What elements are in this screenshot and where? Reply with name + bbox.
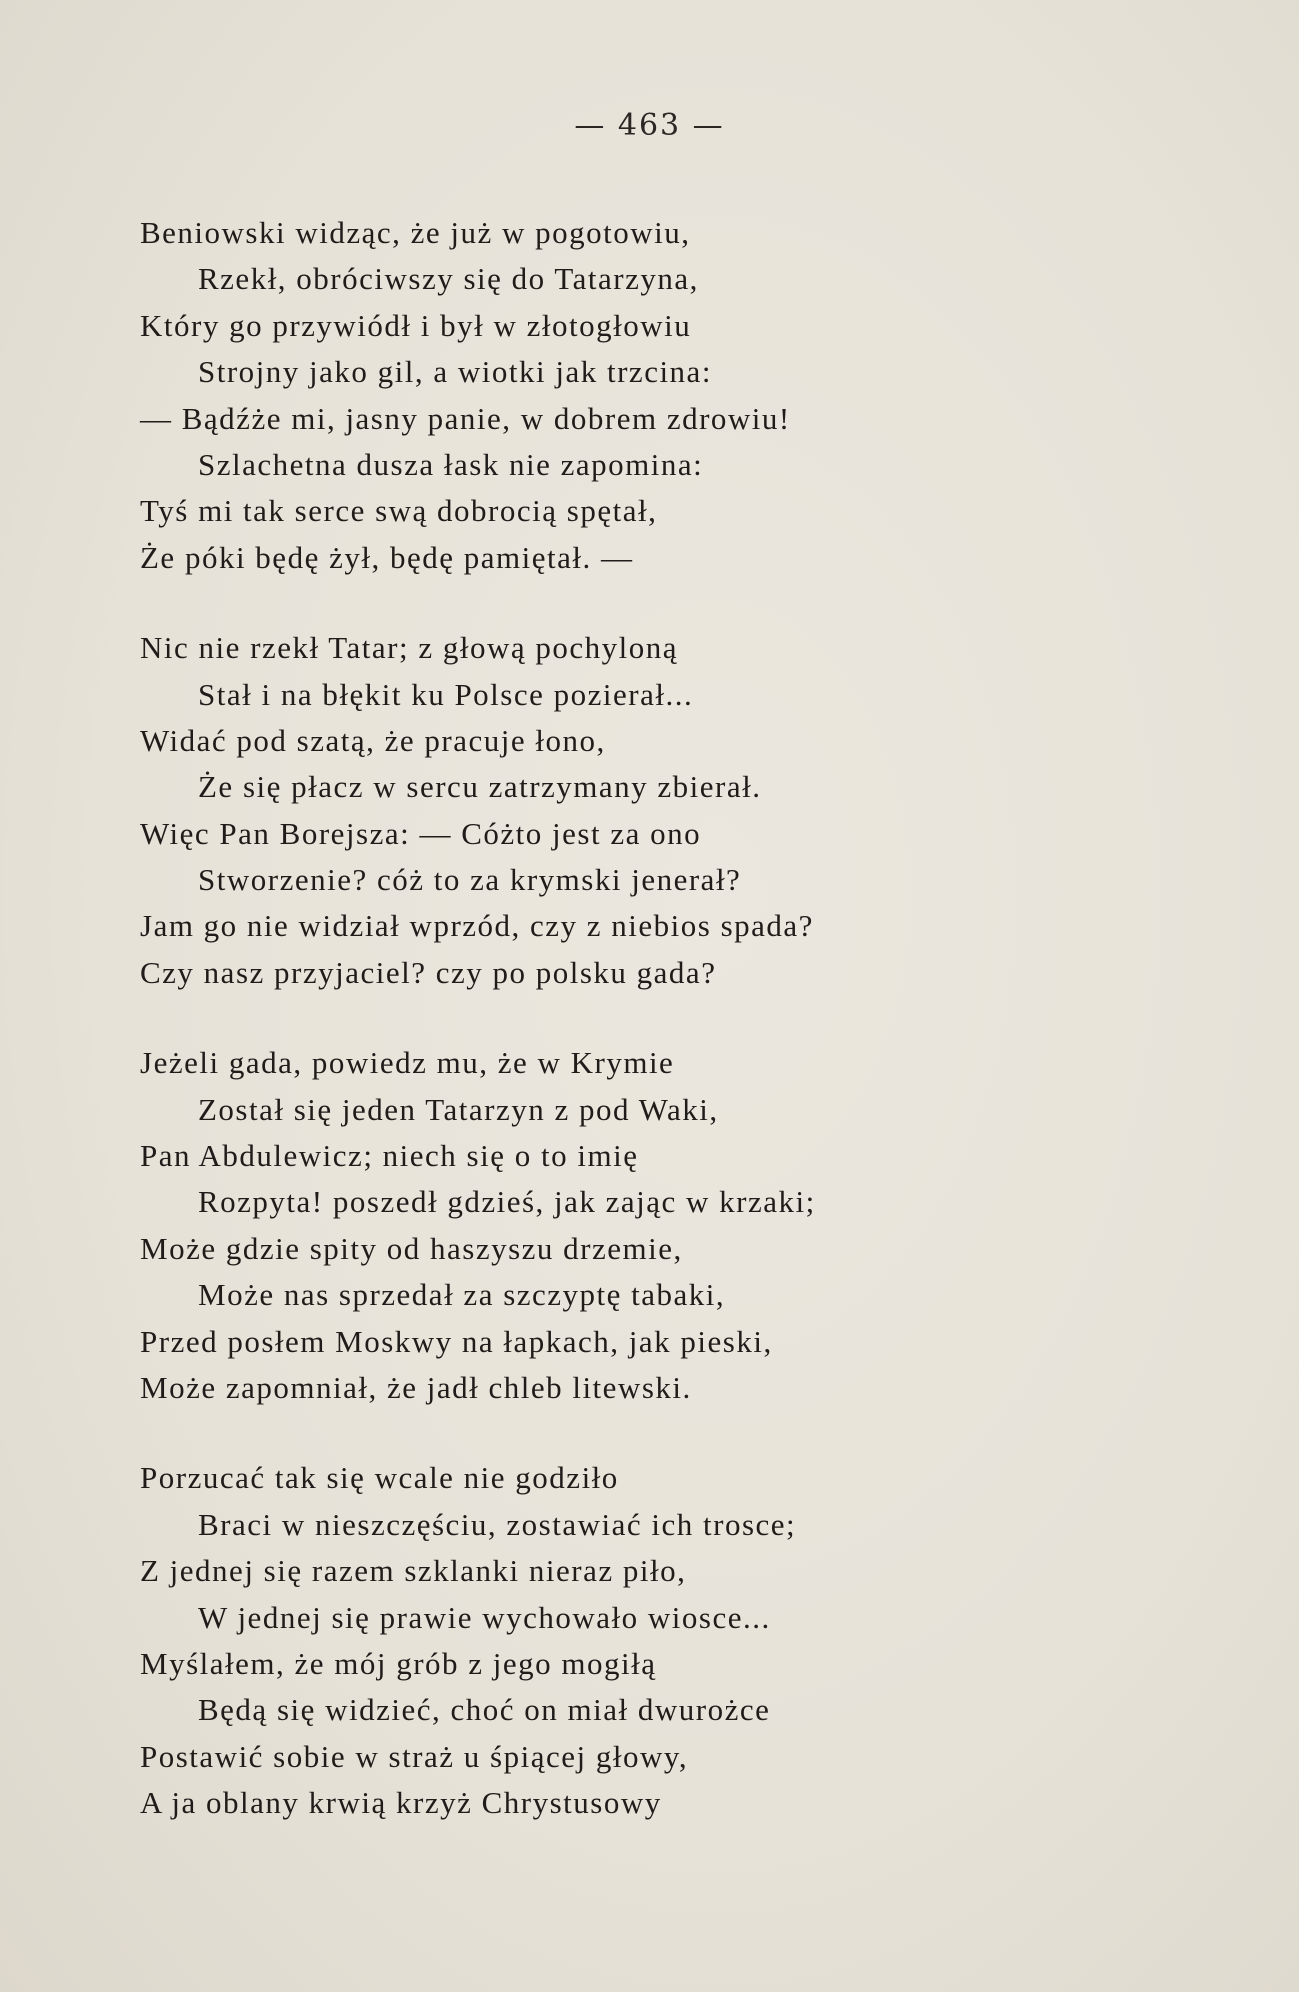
verse-line: Że póki będę żył, będę pamiętał. — xyxy=(140,539,634,575)
verse-line: Strojny jako gil, a wiotki jak trzcina: xyxy=(198,354,712,390)
verse-line: — Bądźże mi, jasny panie, w dobrem zdrowiu! xyxy=(140,400,791,436)
verse-line: Postawić sobie w straż u śpiącej głowy, xyxy=(140,1738,689,1774)
verse-line: Widać pod szatą, że pracuje łono, xyxy=(140,722,606,758)
verse-line: Może gdzie spity od haszyszu drzemie, xyxy=(140,1230,683,1266)
stanza-2 xyxy=(140,625,1200,996)
stanza-3 xyxy=(140,1040,1200,1411)
poem-text xyxy=(140,210,1200,1871)
verse-line: Szlachetna dusza łask nie zapomina: xyxy=(198,446,704,482)
verse-line: Rzekł, obróciwszy się do Tatarzyna, xyxy=(198,261,699,297)
verse-line: A ja oblany krwią krzyż Chrystusowy xyxy=(140,1785,662,1821)
verse-line: Może zapomniał, że jadł chleb litewski. xyxy=(140,1369,692,1405)
page-number: — 463 — xyxy=(574,108,725,143)
verse-line: Który go przywiódł i był w złotogłowiu xyxy=(140,307,692,343)
verse-line: Jam go nie widział wprzód, czy z niebios spada? xyxy=(140,908,814,944)
verse-line: Czy nasz przyjaciel? czy po polsku gada? xyxy=(140,954,717,990)
verse-line: Jeżeli gada, powiedz mu, że w Krymie xyxy=(140,1045,675,1081)
verse-line: Może nas sprzedał za szczyptę tabaki, xyxy=(198,1277,726,1313)
verse-line: Z jednej się razem szklanki nieraz piło, xyxy=(140,1553,687,1589)
verse-line: Pan Abdulewicz; niech się o to imię xyxy=(140,1138,639,1174)
verse-line: Porzucać tak się wcale nie godziło xyxy=(140,1460,619,1496)
verse-line: Nic nie rzekł Tatar; z głową pochyloną xyxy=(140,630,679,666)
verse-line: Myślałem, że mój grób z jego mogiłą xyxy=(140,1645,657,1681)
verse-line: Stworzenie? cóż to za krymski jenerał? xyxy=(198,862,742,898)
verse-line: Że się płacz w sercu zatrzymany zbierał. xyxy=(198,769,762,805)
verse-line: Tyś mi tak serce swą dobrocią spętał, xyxy=(140,493,658,529)
verse-line: Został się jeden Tatarzyn z pod Waki, xyxy=(198,1091,719,1127)
stanza-1 xyxy=(140,210,1200,581)
verse-line: Przed posłem Moskwy na łapkach, jak pieski, xyxy=(140,1323,773,1359)
verse-line: Rozpyta! poszedł gdzieś, jak zając w krzaki; xyxy=(198,1184,816,1220)
verse-line: Będą się widzieć, choć on miał dwurożce xyxy=(198,1692,771,1728)
stanza-4 xyxy=(140,1455,1200,1826)
verse-line: W jednej się prawie wychowało wiosce... xyxy=(198,1599,771,1635)
verse-line: Braci w nieszczęściu, zostawiać ich trosce; xyxy=(198,1506,797,1542)
verse-line: Stał i na błękit ku Polsce pozierał... xyxy=(198,676,694,712)
verse-line: Beniowski widząc, że już w pogotowiu, xyxy=(140,215,691,250)
verse-line: Więc Pan Borejsza: — Cóżto jest za ono xyxy=(140,815,702,851)
